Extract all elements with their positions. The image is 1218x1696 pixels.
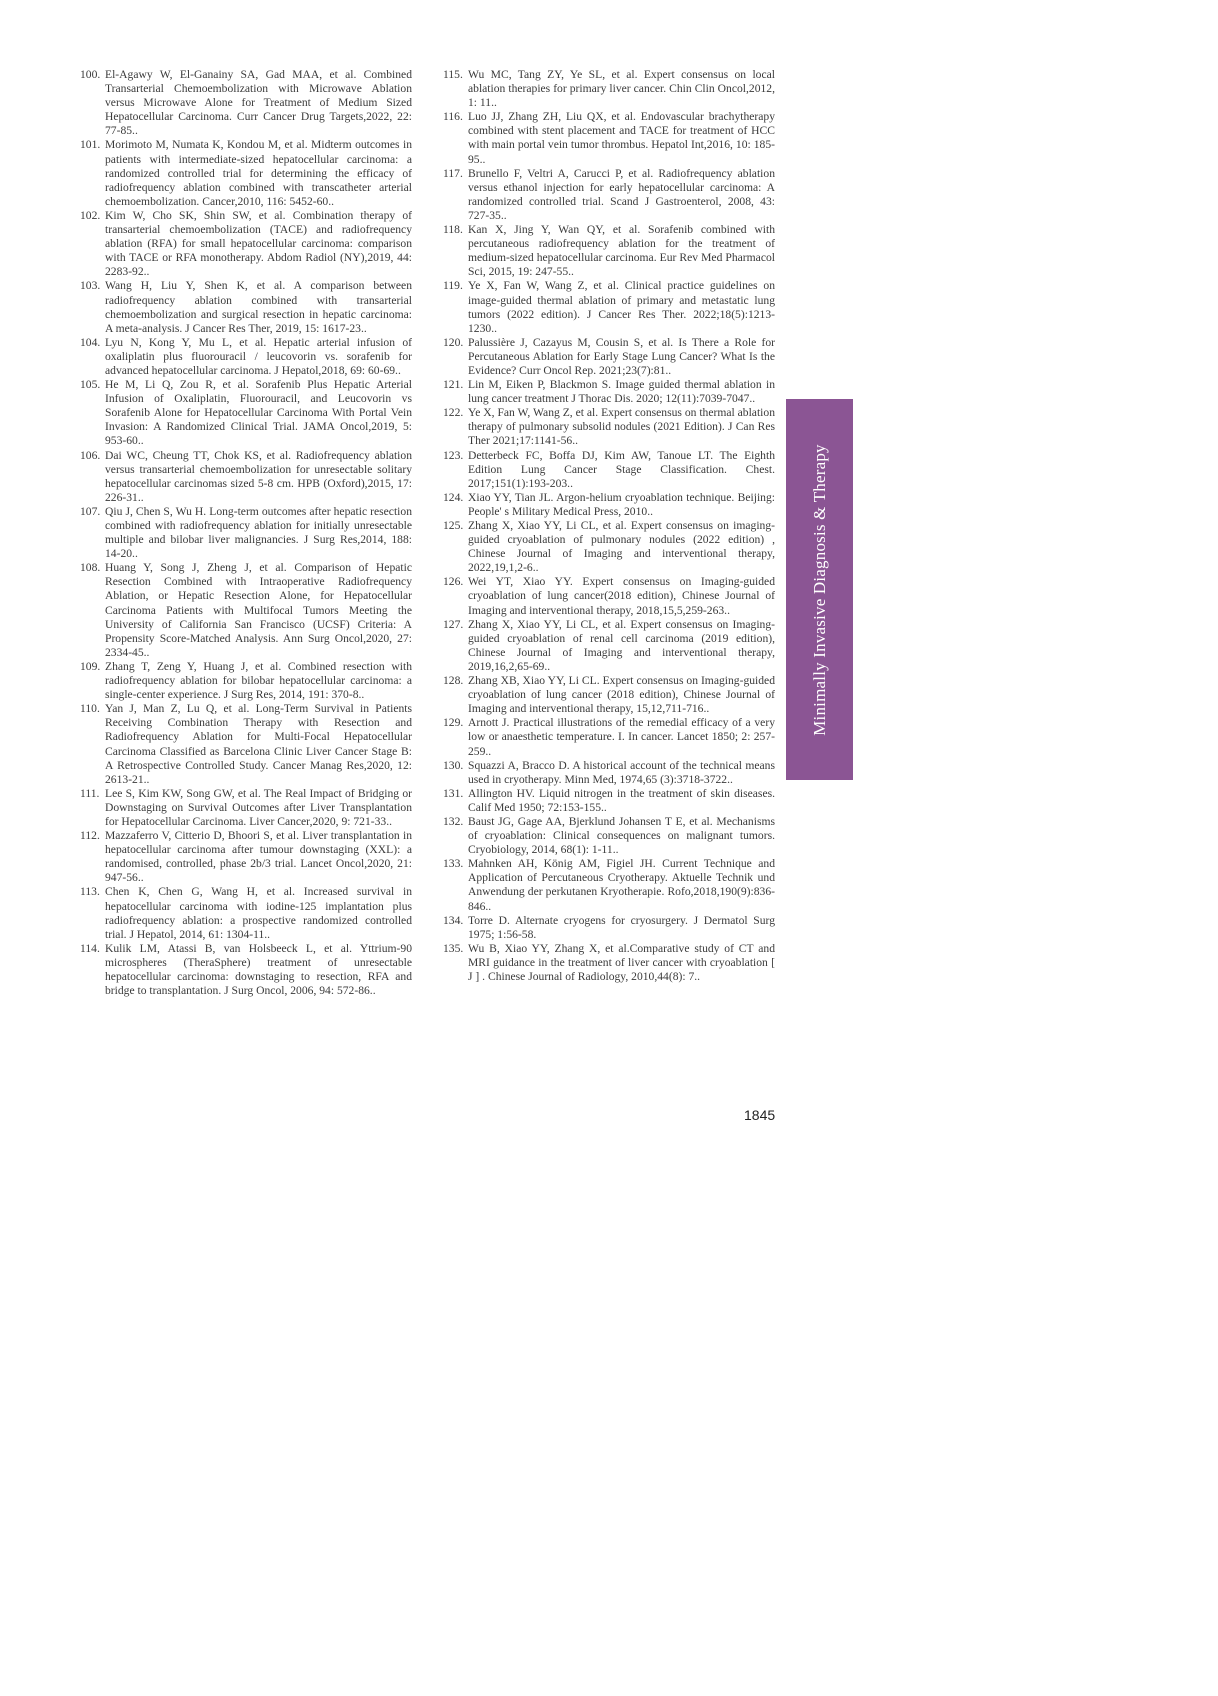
reference-number: 131. [443, 786, 464, 800]
reference-item [80, 209, 412, 279]
reference-item [443, 336, 775, 378]
reference-item [443, 815, 775, 857]
reference-text: Squazzi A, Bracco D. A historical account of the technical means used in cryotherapy. Minn Med, 1974,65 (3):3718-3722.. [468, 758, 775, 786]
reference-text: Kan X, Jing Y, Wan QY, et al. Sorafenib combined with percutaneous radiofrequency ablation for the treatment of medium-sized hepatocellular carcinoma. Eur Rev Med Pharmacol Sci, 2015, 19: 247-55.. [468, 223, 775, 279]
reference-item [443, 449, 775, 491]
page-number: 1845 [744, 1107, 776, 1123]
reference-item [80, 505, 412, 561]
reference-item [80, 378, 412, 448]
reference-text: Baust JG, Gage AA, Bjerklund Johansen T E, et al. Mechanisms of cryoablation: Clinical consequences on malignant tumors. Cryobiology, 2014, 68(1): 1-11.. [468, 814, 775, 857]
reference-column-left [80, 68, 412, 998]
reference-text: Kulik LM, Atassi B, van Holsbeeck L, et al. Yttrium-90 microspheres (TheraSphere) treatment of unresectable hepatocellular carcinoma: downstaging to resection, RFA and bridge to transplantation. J Surg Oncol, 2006, 94: 572-86.. [105, 941, 412, 998]
reference-item [443, 167, 775, 223]
reference-text: Zhang T, Zeng Y, Huang J, et al. Combined resection with radiofrequency ablation for bilobar hepatocellular carcinoma: a single-center experience. J Surg Res, 2014, 191: 370-8.. [105, 659, 412, 702]
reference-text: El-Agawy W, El-Ganainy SA, Gad MAA, et al. Combined Transarterial Chemoembolization with Microwave Ablation versus Microwave Alone for Treatment of Medium Sized Hepatocellular Carcinoma. Curr Cancer Drug Targets,2022, 22: 77-85.. [105, 68, 412, 138]
reference-text: Lee S, Kim KW, Song GW, et al. The Real Impact of Bridging or Downstaging on Survival Outcomes after Liver Transplantation for Hepatocellular Carcinoma. Liver Cancer,2020, 9: 721-33.. [105, 786, 412, 828]
reference-number: 109. [80, 659, 101, 673]
reference-text: Palussière J, Cazayus M, Cousin S, et al. Is There a Role for Percutaneous Ablation for Early Stage Lung Cancer? What Is the Evidence? Curr Oncol Rep. 2021;23(7):81.. [468, 335, 775, 377]
reference-item [80, 279, 412, 335]
reference-number: 110. [80, 702, 100, 716]
reference-text: Qiu J, Chen S, Wu H. Long-term outcomes after hepatic resection combined with radiofrequency ablation for initially unresectable multiple and bilobar liver malignancies. J Surg Res,2014, 188: 14-20.. [105, 504, 412, 561]
reference-number: 106. [80, 448, 101, 462]
journal-side-tab [786, 399, 853, 780]
reference-text: Zhang X, Xiao YY, Li CL, et al. Expert consensus on imaging-guided cryoablation of pulmonary nodules (2022 edition) , Chinese Journal of Imaging and interventional therapy, 2022,19,1,2-6.. [468, 519, 775, 575]
reference-number: 118. [443, 223, 463, 237]
reference-item [80, 829, 412, 885]
reference-number: 101. [80, 138, 101, 152]
reference-item [443, 618, 775, 674]
reference-number: 130. [443, 758, 464, 772]
reference-number: 124. [443, 490, 464, 504]
reference-text: He M, Li Q, Zou R, et al. Sorafenib Plus Hepatic Arterial Infusion of Oxaliplatin, Fluorouracil, and Leucovorin vs Sorafenib Alone for Hepatocellular Carcinoma With Portal Vein Invasion: A Randomized Clinical Trial. JAMA Oncol,2019, 5: 953-60.. [105, 378, 412, 448]
reference-number: 107. [80, 504, 101, 518]
reference-text: Yan J, Man Z, Lu Q, et al. Long-Term Survival in Patients Receiving Combination Therapy with Resection and Radiofrequency Ablation for Multi-Focal Hepatocellular Carcinoma Classified as Barcelona Clinic Liver Cancer Stage B: A Retrospective Controlled Study. Cancer Manag Res,2020, 12: 2613-21.. [105, 702, 412, 786]
reference-number: 125. [443, 519, 464, 532]
reference-item [443, 942, 775, 984]
reference-text: Luo JJ, Zhang ZH, Liu QX, et al. Endovascular brachytherapy combined with stent placement and TACE for treatment of HCC with main portal vein tumor thrombus. Hepatol Int,2016, 10: 185-95.. [468, 110, 775, 166]
reference-number: 122. [443, 406, 464, 420]
reference-item [443, 68, 775, 110]
reference-number: 100. [80, 68, 101, 81]
reference-number: 133. [443, 857, 464, 871]
reference-text: Xiao YY, Tian JL. Argon-helium cryoablation technique. Beijing: People' s Military Medical Press, 2010.. [468, 490, 775, 518]
journal-name: Minimally Invasive Diagnosis & Therapy [809, 443, 829, 736]
reference-item [443, 716, 775, 758]
reference-item [443, 914, 775, 942]
reference-item [443, 223, 775, 279]
reference-item [80, 702, 412, 787]
reference-column-right [443, 68, 775, 984]
reference-number: 102. [80, 208, 101, 222]
reference-item [80, 885, 412, 941]
reference-number: 111. [80, 786, 100, 800]
reference-item [80, 138, 412, 208]
reference-item [80, 942, 412, 998]
reference-item [443, 759, 775, 787]
reference-text: Ye X, Fan W, Wang Z, et al. Clinical practice guidelines on image-guided thermal ablation of primary and metastatic lung tumors (2022 edition). J Cancer Res Ther. 2022;18(5):1213-1230.. [468, 279, 775, 335]
reference-item [443, 279, 775, 335]
reference-text: Zhang XB, Xiao YY, Li CL. Expert consensus on Imaging-guided cryoablation of lung cancer (2018 edition), Chinese Journal of Imaging and interventional therapy, 15,12,711-716.. [468, 674, 775, 716]
reference-item [443, 519, 775, 575]
reference-number: 120. [443, 335, 464, 349]
reference-number: 103. [80, 279, 101, 293]
reference-item [80, 336, 412, 378]
reference-number: 135. [443, 941, 464, 955]
reference-item [443, 491, 775, 519]
reference-number: 119. [443, 279, 463, 293]
reference-text: Wei YT, Xiao YY. Expert consensus on Imaging-guided cryoablation of lung cancer(2018 edition), Chinese Journal of Imaging and interventional therapy, 2018,15,5,259-263.. [468, 575, 775, 617]
reference-text: Lin M, Eiken P, Blackmon S. Image guided thermal ablation in lung cancer treatment J Thorac Dis. 2020; 12(11):7039-7047.. [468, 378, 775, 406]
reference-number: 113. [80, 885, 100, 899]
reference-text: Dai WC, Cheung TT, Chok KS, et al. Radiofrequency ablation versus transarterial chemoembolization for unresectable solitary hepatocellular carcinomas sized 5-8 cm. HPB (Oxford),2015, 17: 226-31.. [105, 448, 412, 504]
reference-item [443, 857, 775, 913]
reference-text: Chen K, Chen G, Wang H, et al. Increased survival in hepatocellular carcinoma with iodine-125 implantation plus radiofrequency ablation: a prospective randomized controlled trial. J Hepatol, 2014, 61: 1304-11.. [105, 885, 412, 941]
reference-text: Allington HV. Liquid nitrogen in the treatment of skin diseases. Calif Med 1950; 72:153-155.. [468, 786, 775, 814]
reference-number: 108. [80, 561, 101, 575]
reference-item [443, 575, 775, 617]
reference-item [443, 674, 775, 716]
reference-text: Morimoto M, Numata K, Kondou M, et al. Midterm outcomes in patients with intermediate-sized hepatocellular carcinoma: a randomized controlled trial for determining the efficacy of radiofrequency ablation combined with transcatheter arterial chemoembolization. Cancer,2010, 116: 5452-60.. [105, 138, 412, 208]
reference-number: 129. [443, 716, 464, 730]
reference-number: 115. [443, 68, 463, 81]
reference-text: Ye X, Fan W, Wang Z, et al. Expert consensus on thermal ablation therapy of pulmonary subsolid nodules (2021 Edition). J Can Res Ther 2021;17:1141-56.. [468, 406, 775, 448]
reference-number: 104. [80, 335, 101, 349]
reference-text: Mahnken AH, König AM, Figiel JH. Current Technique and Application of Percutaneous Cryotherapy. Aktuelle Technik und Anwendung der perkutanen Kryotherapie. Rofo,2018,190(9):836-846.. [468, 857, 775, 913]
reference-number: 123. [443, 448, 464, 462]
reference-item [80, 449, 412, 505]
reference-text: Arnott J. Practical illustrations of the remedial efficacy of a very low or anaesthetic temperature. I. In cancer. Lancet 1850; 2: 257-259.. [468, 716, 775, 758]
reference-number: 121. [443, 378, 464, 392]
reference-item [80, 660, 412, 702]
reference-item [443, 406, 775, 448]
reference-text: Kim W, Cho SK, Shin SW, et al. Combination therapy of transarterial chemoembolization (TACE) and radiofrequency ablation (RFA) for small hepatocellular carcinoma: comparison with TACE or RFA monotherapy. Abdom Radiol (NY),2019, 44: 2283-92.. [105, 208, 412, 279]
reference-number: 134. [443, 913, 464, 927]
reference-text: Wu MC, Tang ZY, Ye SL, et al. Expert consensus on local ablation therapies for primary liver cancer. Chin Clin Oncol,2012, 1: 11.. [468, 68, 775, 110]
reference-text: Wu B, Xiao YY, Zhang X, et al.Comparative study of CT and MRI guidance in the treatment of liver cancer with cryoablation [ J ] . Chinese Journal of Radiology, 2010,44(8): 7.. [468, 941, 775, 983]
reference-number: 105. [80, 378, 101, 392]
reference-number: 128. [443, 674, 464, 688]
reference-item [80, 787, 412, 829]
reference-item [443, 110, 775, 166]
reference-text: Zhang X, Xiao YY, Li CL, et al. Expert consensus on Imaging-guided cryoablation of renal cell carcinoma (2019 edition), Chinese Journal of Imaging and interventional therapy, 2019,16,2,65-69.. [468, 617, 775, 673]
reference-text: Detterbeck FC, Boffa DJ, Kim AW, Tanoue LT. The Eighth Edition Lung Cancer Stage Classification. Chest. 2017;151(1):193-203.. [468, 448, 775, 490]
reference-text: Lyu N, Kong Y, Mu L, et al. Hepatic arterial infusion of oxaliplatin plus fluorouracil / leucovorin vs. sorafenib for advanced hepatocellular carcinoma. J Hepatol,2018, 69: 60-69.. [105, 335, 412, 377]
reference-number: 117. [443, 166, 463, 180]
reference-text: Brunello F, Veltri A, Carucci P, et al. Radiofrequency ablation versus ethanol injection for early hepatocellular carcinoma: A randomized controlled trial. Scand J Gastroenterol, 2008, 43: 727-35.. [468, 166, 775, 222]
reference-number: 112. [80, 829, 100, 843]
reference-item [80, 561, 412, 660]
reference-text: Torre D. Alternate cryogens for cryosurgery. J Dermatol Surg 1975; 1:56-58. [468, 913, 775, 941]
reference-item [80, 68, 412, 138]
reference-number: 126. [443, 575, 464, 589]
reference-item [443, 378, 775, 406]
reference-number: 116. [443, 110, 463, 124]
reference-text: Huang Y, Song J, Zheng J, et al. Comparison of Hepatic Resection Combined with Intraoperative Radiofrequency Ablation, or Hepatic Resection Alone, for Hepatocellular Carcinoma Patients with Multifocal Tumors Meeting the University of California San Francisco (UCSF) Criteria: A Propensity Score-Matched Analysis. Ann Surg Oncol,2020, 27: 2334-45.. [105, 561, 412, 659]
reference-number: 127. [443, 617, 464, 631]
reference-item [443, 787, 775, 815]
reference-text: Wang H, Liu Y, Shen K, et al. A comparison between radiofrequency ablation combined with transarterial chemoembolization and surgical resection in hepatic carcinoma: A meta-analysis. J Cancer Res Ther, 2019, 15: 1617-23.. [105, 279, 412, 335]
reference-number: 132. [443, 814, 464, 828]
reference-number: 114. [80, 941, 100, 955]
reference-text: Mazzaferro V, Citterio D, Bhoori S, et al. Liver transplantation in hepatocellular carcinoma after tumour downstaging (XXL): a randomised, controlled, phase 2b/3 trial. Lancet Oncol,2020, 21: 947-56.. [105, 829, 412, 885]
